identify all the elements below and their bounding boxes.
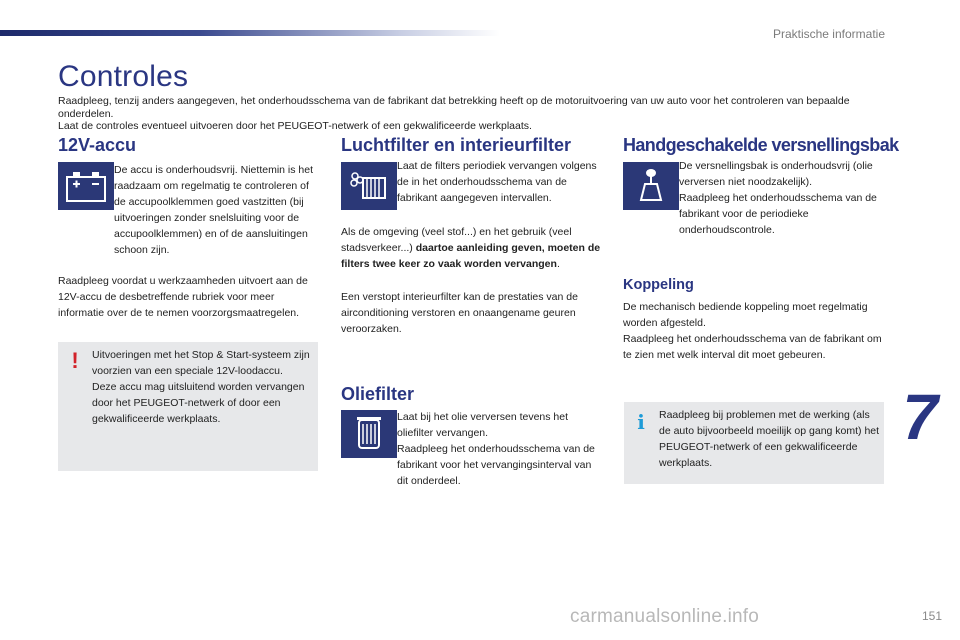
filters-text-2-end: . (556, 258, 560, 270)
battery-icon (58, 162, 114, 210)
battery-text-2: Raadpleeg voordat u werkzaamheden uitvoert aan de 12V-accu de desbetreffende rubriek voor meer informatie over de te nemen voorzorgsmaatregelen. (58, 275, 308, 319)
intro-line-1: Raadpleeg, tenzij anders aangegeven, het onderhoudsschema van de fabrikant dat betrekking heeft op de motoruitvoering van uw auto voor het controleren van bepaalde onderdelen. (58, 95, 850, 120)
oil-filter-text: Laat bij het olie verversen tevens het oliefilter vervangen. Raadpleeg het onderhoudsschema van de fabrikant voor het vervangingsinterval van dit onderdeel. (397, 411, 595, 487)
clutch-text: De mechanisch bediende koppeling moet regelmatig worden afgesteld. Raadpleeg het onderhoudsschema van de fabrikant om te zien met welk interval dit moet gebeuren. (623, 301, 882, 361)
air-filter-icon (341, 162, 397, 210)
gear-lever-icon-svg (629, 166, 673, 206)
warning-text: Uitvoeringen met het Stop & Start-systeem zijn voorzien van een speciale 12V-loodaccu. Deze accu mag uitsluitend worden vervangen door het PEUGEOT-netwerk of door een gekwalificeerde werkplaats. (92, 349, 310, 425)
watermark: carmanualsonline.info (570, 606, 760, 627)
chapter-number: 7 (902, 381, 938, 453)
air-filter-icon-svg (347, 168, 391, 204)
intro-text (58, 95, 878, 133)
battery-icon-svg (64, 168, 108, 204)
filters-heading: Luchtfilter en interieurfilter (341, 135, 572, 155)
battery-text: De accu is onderhoudsvrij. Niettemin is het raadzaam om regelmatig te controleren of de accupoolklemmen goed vastzitten (bij uitvoeringen zonder snelsluiting voor de accupoolklemmen) en of de aansluitingen schoon zijn. (114, 164, 314, 256)
gear-lever-icon (623, 162, 679, 210)
filters-text: Laat de filters periodiek vervangen volgens de in het onderhoudsschema van de fabrikant aangegeven intervallen. (397, 160, 597, 204)
filters-text-2-bold: daartoe aanleiding geven, moeten de filters twee keer zo vaak worden vervangen (341, 242, 601, 270)
warning-note (58, 342, 318, 471)
battery-heading: 12V-accu (58, 135, 137, 155)
warning-icon: ! (71, 348, 79, 373)
oil-filter-heading: Oliefilter (341, 384, 415, 404)
section-label: Praktische informatie (772, 27, 885, 41)
oil-filter-icon (341, 410, 397, 458)
info-text: Raadpleeg bij problemen met de werking (als de auto bijvoorbeeld moeilijk op gang komt) het PEUGEOT-netwerk of een gekwalificeerde werkplaats. (659, 409, 880, 469)
page-number: 151 (921, 609, 942, 623)
page-title: Controles (58, 60, 189, 93)
info-icon: i (637, 410, 645, 434)
info-note (624, 402, 884, 484)
filters-text-2-a: Als de omgeving (veel stof...) en het gebruik (veel stadsverkeer...) (341, 226, 572, 254)
header-gradient-bar (0, 30, 500, 36)
gearbox-text: De versnellingsbak is onderhoudsvrij (olie verversen niet noodzakelijk). Raadpleeg het onderhoudsschema van de fabrikant voor de periodieke onderhoudscontrole. (679, 160, 877, 236)
filters-text-3: Een verstopt interieurfilter kan de prestaties van de airconditioning verstoren en onaangename geuren veroorzaken. (341, 291, 578, 335)
clutch-heading: Koppeling (623, 277, 694, 293)
filters-text-2 (341, 224, 601, 272)
intro-line-2: Laat de controles eventueel uitvoeren door het PEUGEOT-netwerk of een gekwalificeerde werkplaats. (58, 120, 532, 132)
gearbox-heading: Handgeschakelde versnellingsbak (623, 135, 899, 155)
oil-filter-icon-svg (347, 414, 391, 454)
